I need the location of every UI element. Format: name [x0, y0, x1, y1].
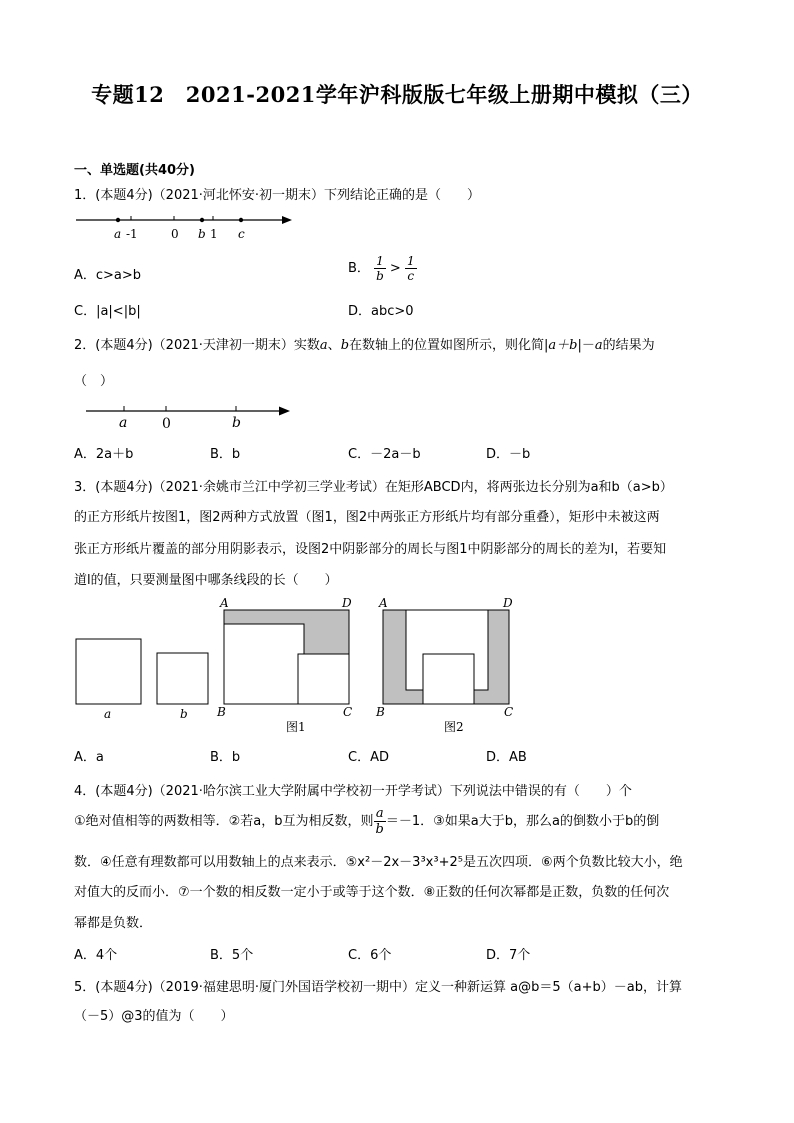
fig1-caption: 图1 — [286, 720, 306, 734]
q3-figures — [70, 596, 530, 742]
q5-line-1: 5．(本题4分)（2019·福建思明·厦门外国语学校初一期中）定义一种新运算 a@b＝5（a+b）－ab，计算 — [74, 980, 682, 995]
q1-axis-label-c: c — [238, 227, 245, 241]
q4-line-5: 幂都是负数． — [74, 916, 153, 931]
section-header: 一、单选题(共40分) — [74, 163, 195, 178]
q3-line-3: 张正方形纸片覆盖的部分用阴影表示，设图2中阴影部分的周长与图1中阴影部分的周长的差为l，若要知 — [74, 542, 667, 557]
square-b — [157, 653, 208, 704]
q2-option-c: C．－2a－b — [348, 447, 421, 462]
fig1-label-A: A — [220, 596, 229, 610]
q1-option-b-prefix: B． — [348, 261, 370, 276]
fig1-label-D: D — [342, 596, 352, 610]
q1-option-b — [348, 254, 417, 283]
q3-line-1: 3．(本题4分)（2021·余姚市兰江中学初三学业考试）在矩形ABCD内，将两张边长分别为a和b（a>b） — [74, 480, 673, 495]
q3-line-4: 道l的值，只要测量图中哪条线段的长（ ） — [74, 573, 338, 588]
q2-option-d: D．－b — [486, 447, 531, 462]
q1-axis-label-1: 1 — [210, 227, 218, 241]
label-a: a — [104, 707, 112, 721]
q2-stem: 2．(本题4分)（2021·天津初一期末）实数a、b在数轴上的位置如图所示，则化简|a＋b|－a的结果为 — [74, 338, 655, 353]
q3-option-b: B．b — [210, 750, 241, 765]
q2-number-line — [84, 400, 299, 434]
q4-option-a: A．4个 — [74, 948, 118, 963]
figure-2 — [375, 596, 513, 734]
q1-option-b-op: > — [389, 261, 401, 276]
q4-line-4: 对值大的反而小．⑦一个数的相反数一定小于或等于这个数．⑧正数的任何次幂都是正数，负数的任何次 — [74, 885, 670, 900]
q2-option-a: A．2a＋b — [74, 447, 134, 462]
fig1-label-C: C — [343, 705, 353, 719]
fig2-label-C: C — [504, 705, 514, 719]
q2-axis-label-0: 0 — [162, 416, 171, 432]
square-a — [76, 639, 141, 704]
q4-option-b: B．5个 — [210, 948, 254, 963]
q4-line-3: 数．④任意有理数都可以用数轴上的点来表示．⑤x²－2x－3³x³+2⁵是五次四项．⑥两个负数比较大小，绝 — [74, 855, 683, 870]
page-title: 专题12 2021-2021学年沪科版版七年级上册期中模拟（三） — [91, 82, 703, 107]
q4-option-c: C．6个 — [348, 948, 392, 963]
figure-1 — [216, 596, 352, 734]
q2-option-b: B．b — [210, 447, 241, 462]
q1-axis-label-b: b — [198, 227, 206, 241]
q1-axis-label-neg1: -1 — [126, 227, 138, 241]
q3-option-c: C．AD — [348, 750, 389, 765]
q4-line-2: ①绝对值相等的两数相等．②若a，b互为相反数，则 $\frac{a}{b}$ ＝－1．③如果a大于b，那么a的倒数小于b的倒 — [74, 806, 660, 837]
q4-line-1: 4．(本题4分)（2021·哈尔滨工业大学附属中学校初一开学考试）下列说法中错误的有（ ）个 — [74, 784, 632, 799]
q2-axis-label-a: a — [119, 415, 128, 431]
q1-axis-label-0: 0 — [171, 227, 179, 241]
q1-number-line — [74, 210, 304, 244]
q3-line-2: 的正方形纸片按图1，图2两种方式放置（图1，图2中两张正方形纸片均有部分重叠），矩形中未被这两 — [74, 510, 660, 525]
q2-paren: （ ） — [74, 374, 114, 389]
fig2-caption: 图2 — [444, 720, 464, 734]
q1-option-d: D．abc>0 — [348, 304, 414, 319]
q2-axis-label-b: b — [232, 415, 241, 431]
q1-axis-label-a: a — [114, 227, 122, 241]
fig2-label-D: D — [503, 596, 513, 610]
q4-fraction: $\frac{a}{b}$ — [375, 806, 384, 837]
q1-stem: 1．(本题4分)（2021·河北怀安·初一期末）下列结论正确的是（ ） — [74, 188, 481, 203]
q5-line-2: （－5）@3的值为（ ） — [74, 1009, 234, 1024]
fig1-label-B: B — [217, 705, 226, 719]
q1-option-a: A．c>a>b — [74, 268, 142, 283]
q1-option-c: C．|a|<|b| — [74, 304, 141, 319]
q1-option-b-frac1: $\frac{1}{b}$ — [376, 254, 384, 283]
label-b: b — [180, 707, 188, 721]
fig2-label-A: A — [379, 596, 388, 610]
q1-option-b-frac2: $\frac{1}{c}$ — [406, 254, 415, 283]
fig2-label-B: B — [376, 705, 385, 719]
q4-option-d: D．7个 — [486, 948, 531, 963]
q3-option-a: A．a — [74, 750, 104, 765]
q3-option-d: D．AB — [486, 750, 527, 765]
